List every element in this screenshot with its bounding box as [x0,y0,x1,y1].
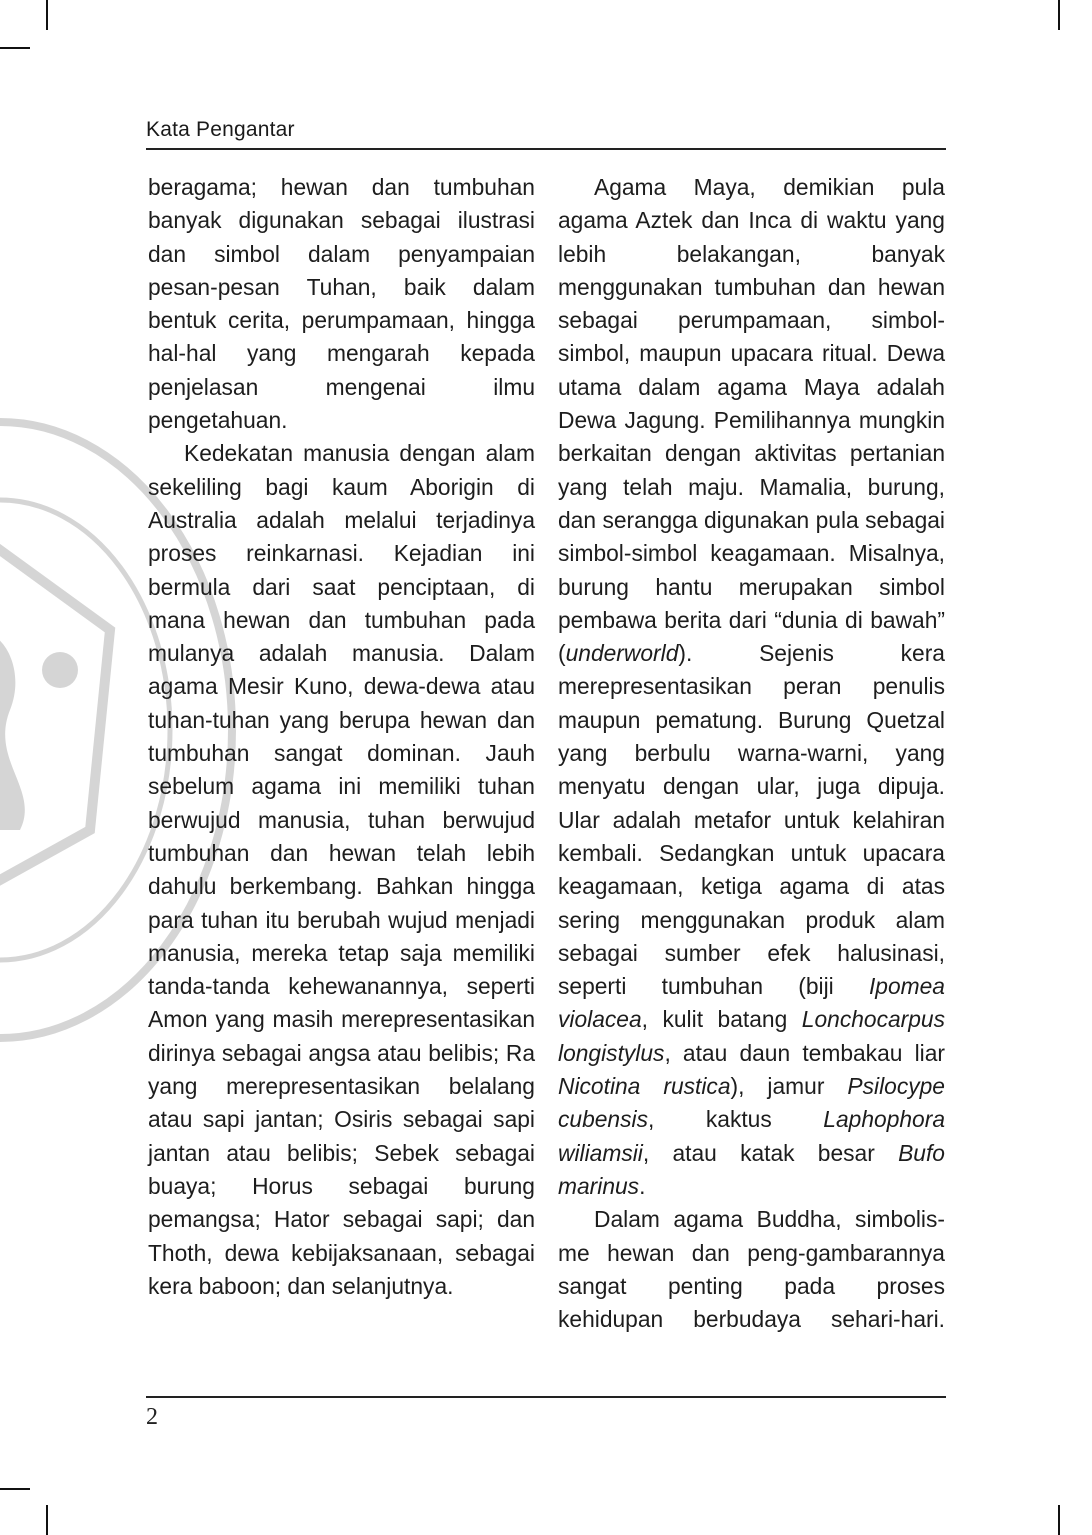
crop-mark-top-left-horizontal [0,47,30,49]
species-name: Psilocype cubensis [558,1073,945,1133]
species-name: Lonchocarpus longistylus [558,1006,945,1066]
watermark-emblem-icon [0,550,110,880]
species-name: Bufo marinus [558,1139,945,1199]
left-text-column [148,171,535,1303]
crop-mark-bottom-left-vertical [46,1505,48,1535]
paragraph-aborigin-egypt: Kedekatan manusia dengan alam sekeliling bagi kaum Aborigin di Australia adalah melalui terjadinya proses reinkarnasi. Kejadian ini bermula dari saat penciptaan, di mana hewan dan tumbuhan pada mulanya adalah manusia. Dalam agama Mesir Kuno, dewa-dewa atau tuhan-tuhan yang berupa hewan dan tumbuhan sangat dominan. Jauh sebelum agama ini memiliki tuhan berwujud manusia, tuhan berwujud tumbuhan dan hewan telah lebih dahulu berkembang. Bahkan hingga para tuhan itu berubah wujud menjadi manusia, mereka tetap saja memiliki tanda-tanda kehewanannya, seperti Amon yang masih merepresentasikan dirinya sebagai angsa atau belibis; Ra yang merepresentasikan belalang atau sapi jantan; Osiris sebagai sapi jantan atau belibis; Sebek sebagai buaya; Horus sebagai burung pemangsa; Hator sebagai sapi; dan Thoth, dewa kebijaksanaan, sebagai kera baboon; dan selanjutnya. [148,440,535,1299]
species-name: Laphophora wiliamsii [558,1106,945,1166]
crop-mark-top-right-vertical [1058,0,1060,30]
footer-divider [146,1396,946,1398]
running-header-title: Kata Pengantar [146,118,295,141]
crop-mark-bottom-right-vertical [1058,1505,1060,1535]
crop-mark-bottom-left-horizontal [0,1488,30,1490]
paragraph-maya-aztek-inca: Agama Maya, demikian pula agama Aztek dan Inca di waktu yang lebih belakangan, banyak menggunakan tumbuhan dan hewan sebagai perumpamaan, simbol-simbol, maupun upacara ritual. Dewa utama dalam agama Maya adalah Dewa Jagung. Pemilihannya mungkin berkaitan dengan aktivitas pertanian yang telah maju. Mamalia, burung, dan serangga digunakan pula sebagai simbol-simbol keagamaan. Misalnya, burung hantu merupakan simbol pembawa berita dari “dunia di bawah” (underworld). Sejenis kera merepresentasikan peran penulis maupun pematung. Burung Quetzal yang berbulu warna-warni, yang menyatu dengan ular, juga dipuja. Ular adalah metafor untuk kelahiran kembali. Sedangkan untuk upacara keagamaan, ketiga agama di atas sering menggunakan produk alam sebagai sumber efek halusinasi, seperti tumbuhan (biji Ipomea violacea, kulit batang Lonchocarpus longistylus, atau daun tembakau liar Nicotina rustica), jamur Psilocype cubensis, kaktus Laphophora wiliamsii, atau katak besar Bufo marinus. [558,174,945,1199]
species-name: Nicotina rustica [558,1073,731,1100]
page-number: 2 [146,1404,158,1430]
term-underworld: underworld [565,640,679,667]
right-text-column [558,171,945,1336]
crop-mark-top-left-vertical [46,0,48,30]
paragraph-continued: beragama; hewan dan tumbuhan banyak digunakan sebagai ilustrasi dan simbol dalam penyampaian pesan-pesan Tuhan, baik dalam bentuk cerita, perumpamaan, hingga hal-hal yang mengarah kepada penjelasan mengenai ilmu pengetahuan. [148,174,535,434]
header-divider [146,148,946,150]
species-name: Ipomea violacea [558,973,945,1033]
paragraph-buddha: Dalam agama Buddha, simbolis-me hewan dan peng-gambarannya sangat penting pada proses kehidupan berbudaya sehari-hari. [558,1206,945,1333]
